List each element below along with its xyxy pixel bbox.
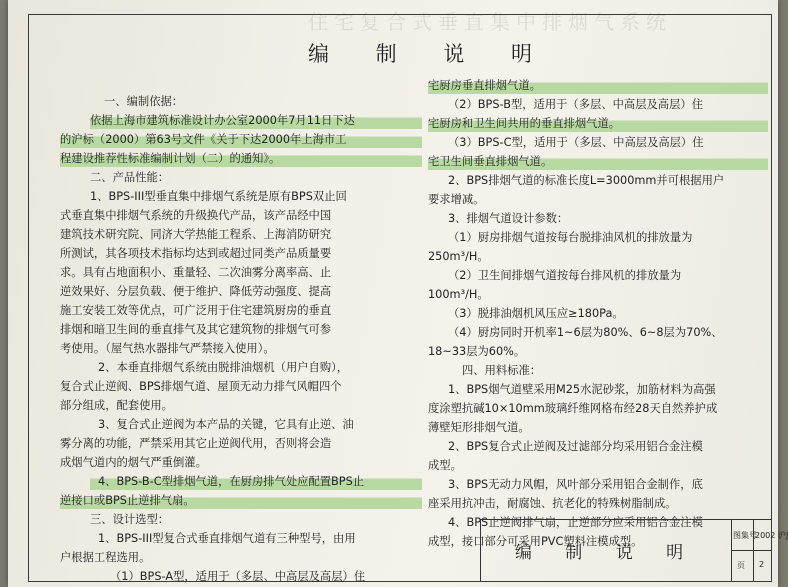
title-block <box>480 519 788 581</box>
text-line: 3、排烟气道设计参数： <box>448 212 569 225</box>
text-line: （2）BPS-B型，适用于（多层、中高层及高层）住 <box>448 98 703 111</box>
title-block-title: 编 制 说 明 <box>481 520 732 581</box>
text-line: 逆接口或BPS止逆排气扇。 <box>60 491 422 510</box>
text-line: 考使用。（屋气热水器排气严禁接入使用）。 <box>60 342 275 355</box>
text-line: 式垂直集中排烟气系统的升级换代产品，该产品经中国 <box>60 209 332 222</box>
text-line: 成型，接口部分可采用PVC塑料注模成型。 <box>428 535 643 548</box>
text-line: 户根据工程选用。 <box>60 551 151 564</box>
text-line: 250m³/H。 <box>428 250 489 263</box>
document-sheet <box>8 0 788 587</box>
left-column <box>60 92 422 586</box>
text-line: 施工安装工效等优点，可广泛用于住宅建筑厨房的垂直 <box>60 304 332 317</box>
text-line: 4、BPS-B-C型排烟气道，在厨房排气处应配置BPS止 <box>90 472 422 491</box>
text-line: 100m³/H。 <box>428 288 489 301</box>
text-line: （4）厨房同时开机率1~6层为80%、6~8层为70%、 <box>448 326 723 339</box>
text-line: 依据上海市建筑标准设计办公室2000年7月11日下达 <box>90 111 422 130</box>
text-line: 宅厨房和卫生间共用的垂直排烟气道。 <box>428 114 768 133</box>
text-line: 要求增减。 <box>428 193 485 206</box>
text-line: 宅卫生间垂直排烟气道。 <box>428 152 768 171</box>
text-line: 薄壁矩形排烟气道。 <box>428 421 530 434</box>
atlas-label: 图集号 <box>733 531 757 540</box>
page-title: 编 制 说 明 <box>308 42 553 66</box>
text-line: （1）BPS-A型，适用于（多层、中高层及高层）住 <box>110 570 366 583</box>
text-line: 程建设推荐性标准编制计划（二）的通知》。 <box>60 149 422 168</box>
text-line: 成型。 <box>428 459 462 472</box>
show-through-text: 住宅复合式垂直集中排烟气系统 <box>308 10 672 34</box>
text-line: 成烟气道内的烟气严重倒灌。 <box>60 456 207 469</box>
text-line: 3、复合式止逆阀为本产品的关键，它具有止逆、油 <box>98 418 354 431</box>
text-line: （1）厨房排烟气道按每台脱排油风机的排放量为 <box>448 231 693 244</box>
text-line: 4、BPS止逆阀排气扇，止逆部分应采用铝合金注模 <box>448 516 703 529</box>
text-line: 复合式止逆阀、BPS排烟气道、屋顶无动力排气风帽四个 <box>60 380 342 393</box>
text-line: 2、BPS复合式止逆阀及过滤部分均采用铝合金注模 <box>448 440 703 453</box>
text-line: 四、用料标准： <box>462 364 542 377</box>
text-line: 逆效果好、分层负载、便于维护、降低劳动强度、提高 <box>60 285 332 298</box>
text-line: 排烟和暗卫生间的垂直排气及其它建筑物的排烟气可参 <box>60 323 332 336</box>
text-line: 宅厨房垂直排烟气道。 <box>428 76 768 95</box>
text-line: （3）BPS-C型，适用于（多层、中高层及高层）住 <box>448 136 704 149</box>
text-line: 三、设计选型： <box>90 513 170 526</box>
page-number: 2 <box>759 560 765 569</box>
text-line: （2）卫生间排烟气道按每台排风机的排放量为 <box>448 269 682 282</box>
text-line: 2、本垂直排烟气系统由脱排油烟机（用户自购）， <box>98 361 349 374</box>
text-line: 所测试，其各项技术指标均达到或超过同类产品质量要 <box>60 247 332 260</box>
text-line: 1、BPS烟气道壁采用M25水泥砂浆，加筋材料为高强 <box>448 383 716 396</box>
text-line: 二、产品性能： <box>90 171 170 184</box>
right-column <box>428 76 768 551</box>
text-line: 求。具有占地面积小、重量轻、二次油雾分离率高、止 <box>60 266 332 279</box>
atlas-number: 2002 沪J <box>755 531 788 540</box>
text-line: 1、BPS-III型复合式垂直排烟气道有三种型号，由用 <box>98 532 356 545</box>
text-line: 18~33层为60%。 <box>428 345 526 358</box>
text-line: 的沪标（2000）第63号文件《关于下达2000年上海市工 <box>60 130 422 149</box>
text-line: 2、BPS排烟气道的标准长度L=3000mm并可根据用户 <box>448 174 725 187</box>
text-line: 度涂塑抗碱10×10mm玻璃纤维网格布经28天自然养护成 <box>428 402 718 415</box>
page-label: 页 <box>737 561 745 570</box>
title-block-divider <box>731 550 771 551</box>
text-line: 一、编制依据： <box>104 95 184 108</box>
text-line: 3、BPS无动力风帽，风叶部分采用铝合金制作，底 <box>448 478 703 491</box>
text-line: （3）脱排油烟机风压应≥180Pa。 <box>448 307 624 320</box>
text-line: 雾分离的功能，严禁采用其它止逆阀代用，否则将会造 <box>60 437 332 450</box>
text-line: 建筑技术研究院、同济大学热能工程系、上海消防研究 <box>60 228 332 241</box>
text-line: 1、BPS-III型垂直集中排烟气系统是原有BPS双止回 <box>90 190 347 203</box>
text-line: 座采用抗冲击，耐腐蚀、抗老化的特殊树脂制成。 <box>428 497 677 510</box>
text-line: 部分组成，配套使用。 <box>60 399 173 412</box>
